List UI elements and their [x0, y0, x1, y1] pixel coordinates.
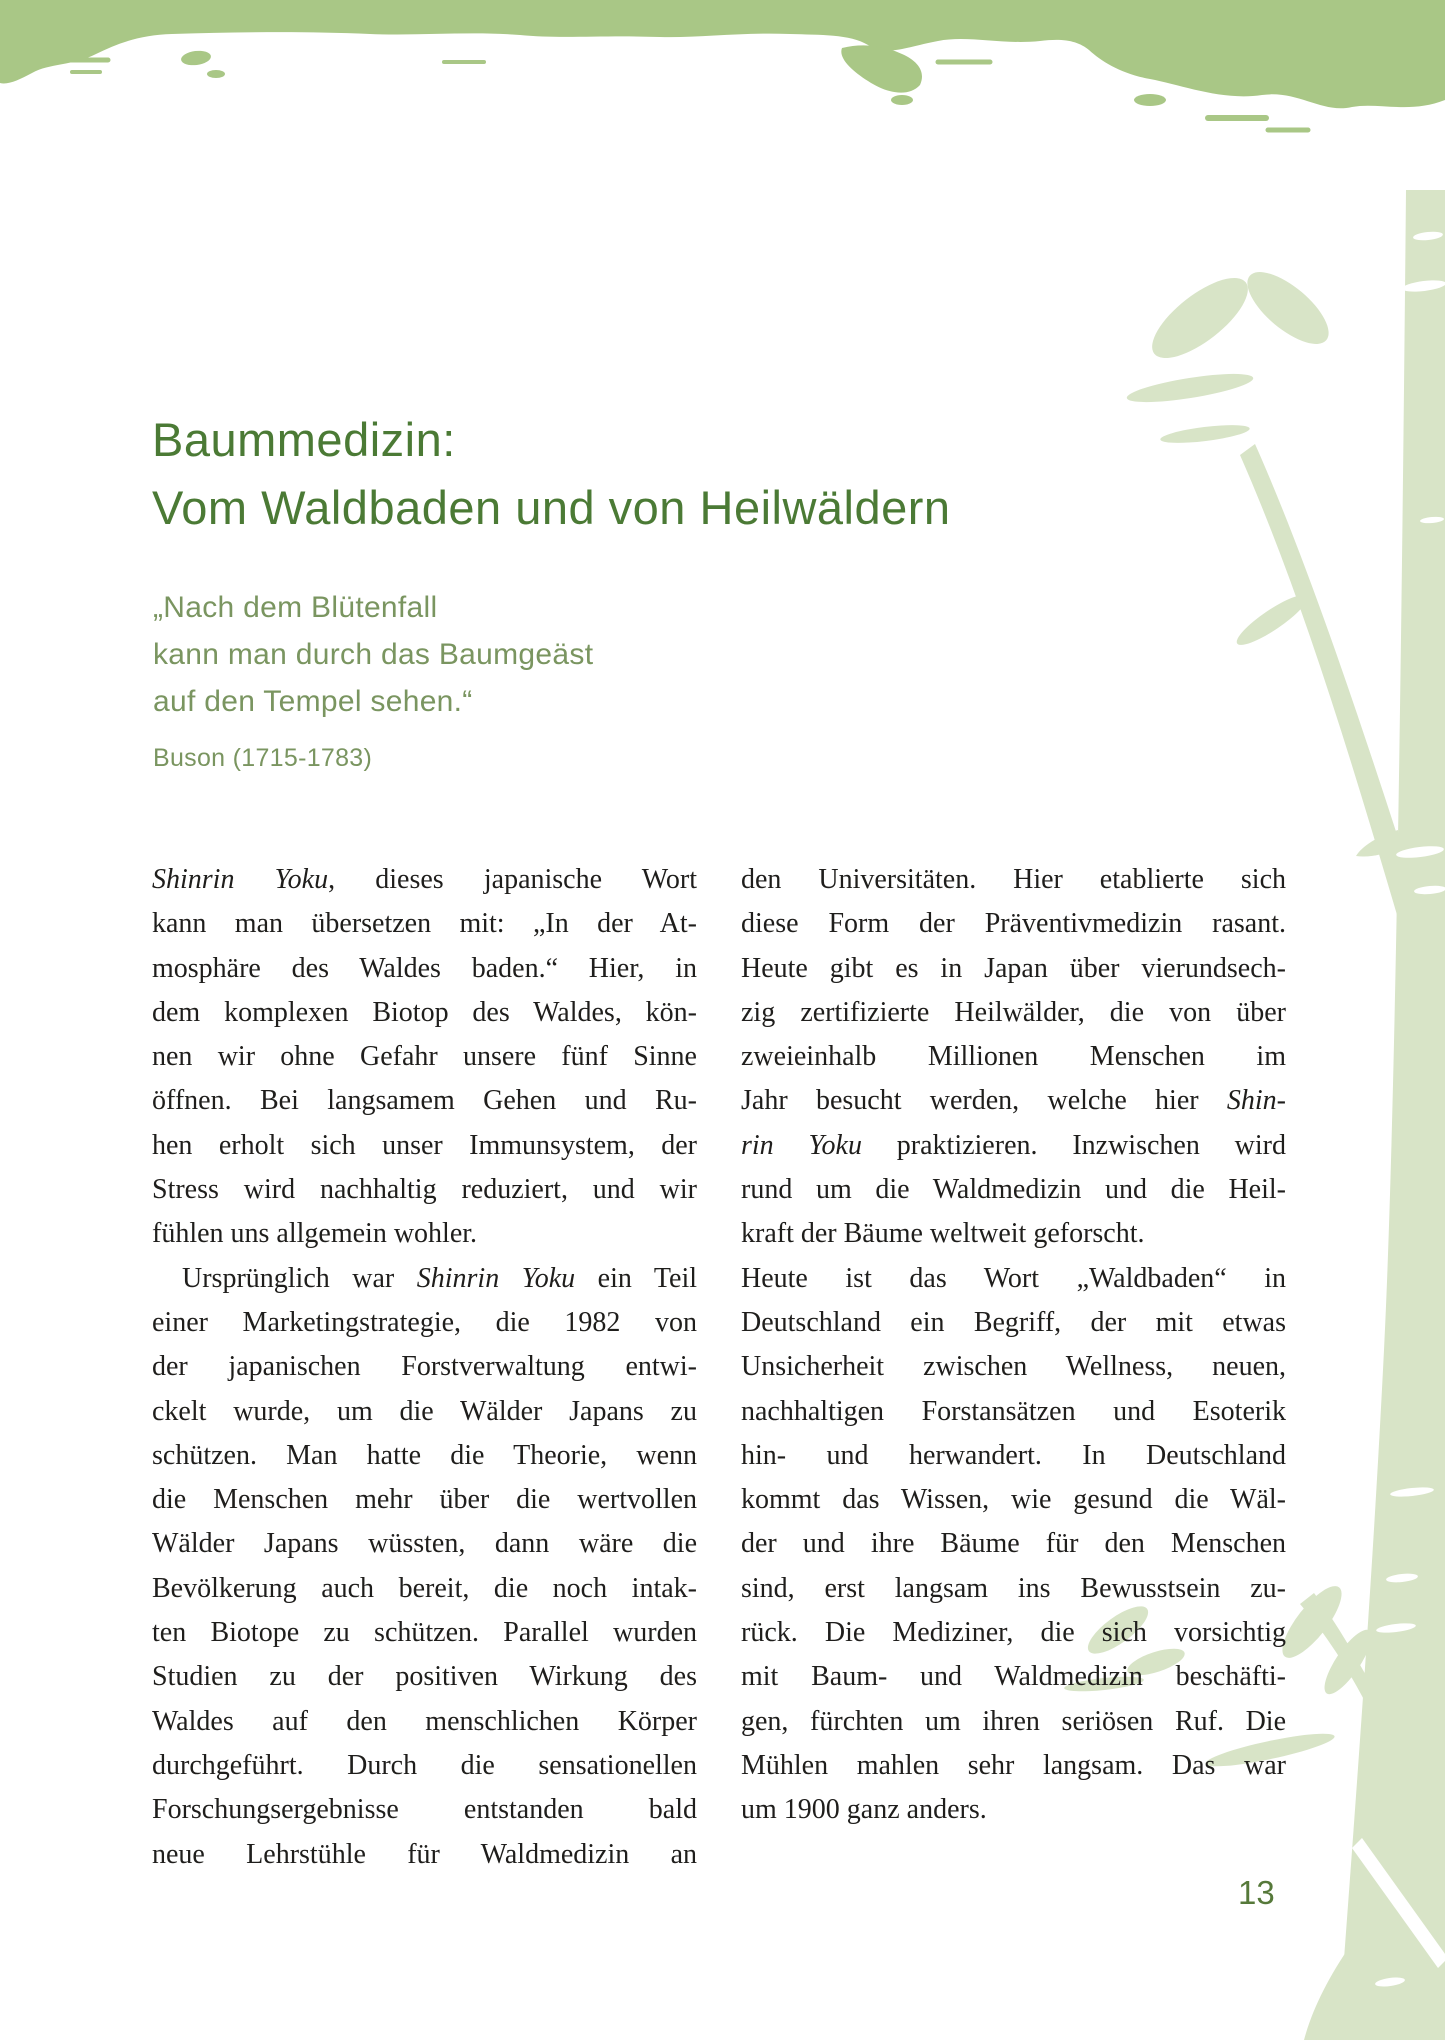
body-text-line: Deutschland ein Begriff, der mit etwas — [741, 1306, 1286, 1338]
body-text-line: Jahr besucht werden, welche hier Shin- — [741, 1085, 1286, 1117]
body-text-line: hen erholt sich unser Immunsystem, der — [152, 1129, 697, 1161]
body-text-line: schützen. Man hatte die Theorie, wenn — [152, 1439, 697, 1471]
body-text-line: dem komplexen Biotop des Waldes, kön- — [152, 996, 697, 1028]
body-text-line: neue Lehrstühle für Waldmedizin an — [152, 1838, 697, 1870]
body-text-line: diese Form der Präventivmedizin rasant. — [741, 908, 1286, 940]
body-text-line: Mühlen mahlen sehr langsam. Das war — [741, 1749, 1286, 1781]
body-text-line: Forschungsergebnisse entstanden bald — [152, 1794, 697, 1826]
page-title — [152, 406, 951, 542]
body-column-left — [152, 858, 697, 1877]
body-text-line: Ursprünglich war Shinrin Yoku ein Teil — [182, 1262, 698, 1294]
body-text-line: kommt das Wissen, wie gesund die Wäl- — [741, 1484, 1286, 1516]
body-text-line: den Universitäten. Hier etablierte sich — [741, 864, 1286, 895]
body-text-line: Unsicherheit zwischen Wellness, neuen, — [741, 1351, 1286, 1383]
body-text-line: zig zertifizierte Heilwälder, die von über — [741, 996, 1286, 1028]
body-text-line: Wälder Japans wüssten, dann wäre die — [152, 1528, 697, 1560]
body-text-line: rück. Die Mediziner, die sich vorsichtig — [741, 1617, 1286, 1649]
body-text-line: ckelt wurde, um die Wälder Japans zu — [152, 1395, 697, 1427]
body-text-line: Studien zu der positiven Wirkung des — [152, 1661, 697, 1693]
body-text-line: Bevölkerung auch bereit, die noch intak- — [152, 1572, 697, 1604]
body-text-line: öffnen. Bei langsamem Gehen und Ru- — [152, 1085, 697, 1117]
quote-line-1: „Nach dem Blütenfall — [153, 591, 438, 624]
body-text-line: kraft der Bäume weltweit geforscht. — [741, 1218, 1145, 1250]
body-text-line: rin Yoku praktizieren. Inzwischen wird — [741, 1129, 1286, 1161]
body-text-line: durchgeführt. Durch die sensationellen — [152, 1749, 697, 1781]
page-number: 13 — [1238, 1874, 1275, 1911]
body-text-line: mit Baum- und Waldmedizin beschäfti- — [741, 1661, 1286, 1693]
body-text-line: der und ihre Bäume für den Menschen — [741, 1528, 1286, 1560]
body-columns — [152, 858, 1286, 1877]
body-text-line: mosphäre des Waldes baden.“ Hier, in — [152, 952, 697, 984]
quote-line-2: kann man durch das Baumgeäst — [153, 638, 594, 671]
body-text-line: Shinrin Yoku, dieses japanische Wort — [152, 864, 697, 895]
body-column-right — [741, 858, 1286, 1877]
poem-quote — [153, 584, 593, 782]
body-text-line: nachhaltigen Forstansätzen und Esoterik — [741, 1395, 1286, 1427]
body-text-line: gen, fürchten um ihren seriösen Ruf. Die — [741, 1705, 1286, 1737]
body-text-line: der japanischen Forstverwaltung entwi- — [152, 1351, 697, 1383]
body-text-line: um 1900 ganz anders. — [741, 1794, 987, 1826]
body-text-line: kann man übersetzen mit: „In der At- — [152, 908, 697, 940]
body-text-line: fühlen uns allgemein wohler. — [152, 1218, 478, 1250]
body-text-line: einer Marketingstrategie, die 1982 von — [152, 1306, 697, 1338]
body-text-line: ten Biotope zu schützen. Parallel wurden — [152, 1617, 697, 1649]
body-text-line: Stress wird nachhaltig reduziert, und wir — [152, 1174, 697, 1206]
body-text-line: nen wir ohne Gefahr unsere fünf Sinne — [152, 1041, 697, 1073]
body-text-line: hin- und herwandert. In Deutschland — [741, 1439, 1286, 1471]
title-line-2: Vom Waldbaden und von Heilwäldern — [152, 481, 951, 534]
body-text-line: Heute gibt es in Japan über vierundsech- — [741, 952, 1286, 984]
title-line-1: Baummedizin: — [152, 413, 456, 466]
body-text-line: rund um die Waldmedizin und die Heil- — [741, 1174, 1286, 1206]
body-text-line: sind, erst langsam ins Bewusstsein zu- — [741, 1572, 1286, 1604]
body-text-line: Heute ist das Wort „Waldbaden“ in — [741, 1262, 1286, 1294]
body-text-line: die Menschen mehr über die wertvollen — [152, 1484, 697, 1516]
body-text-line: Waldes auf den menschlichen Körper — [152, 1705, 697, 1737]
body-text-line: zweieinhalb Millionen Menschen im — [741, 1041, 1286, 1073]
watercolor-band-illustration — [0, 0, 1445, 150]
quote-line-3: auf den Tempel sehen.“ — [153, 685, 473, 718]
quote-attribution: Buson (1715-1783) — [153, 744, 373, 772]
